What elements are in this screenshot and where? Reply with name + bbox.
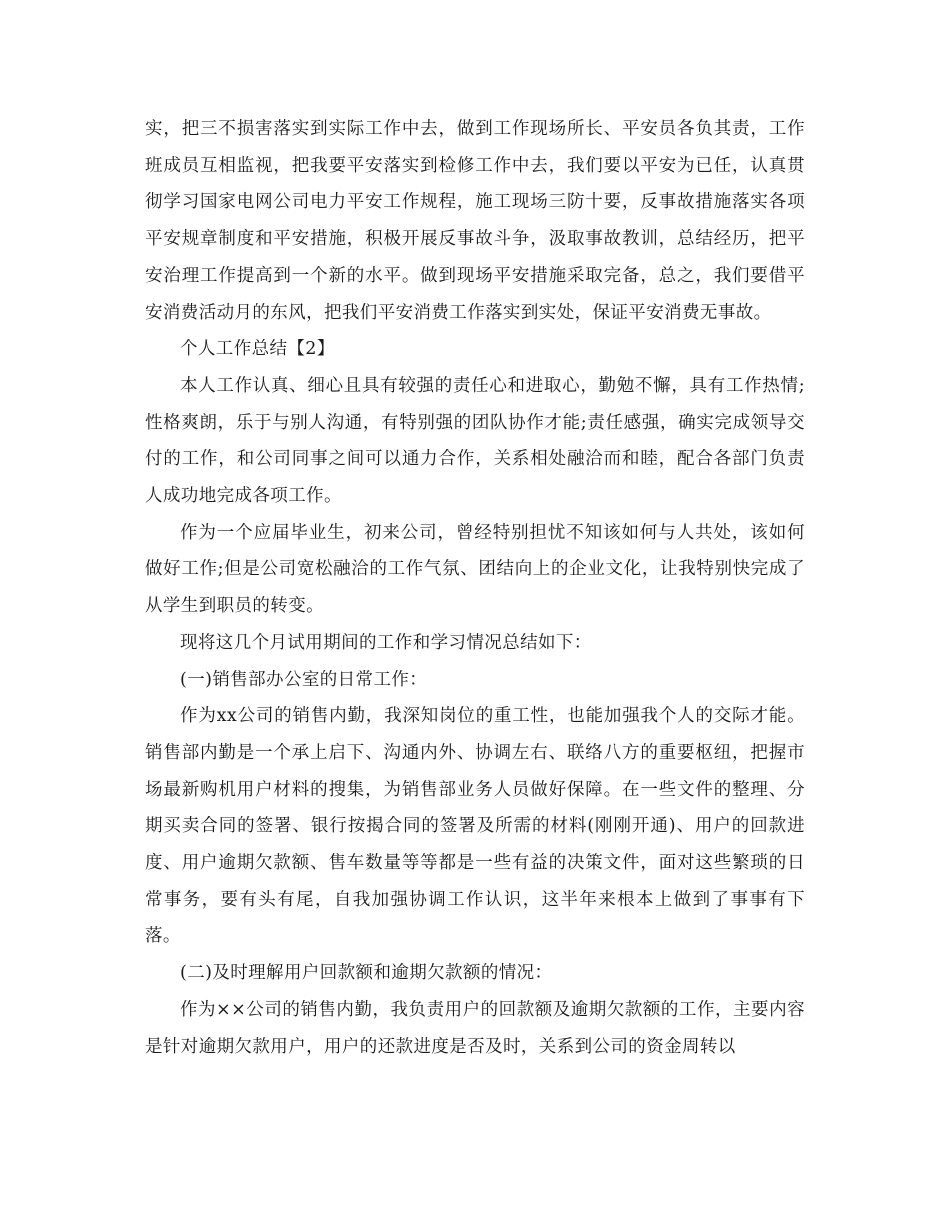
paragraph-1: 实，把三不损害落实到实际工作中去，做到工作现场所长、平安员各负其责，工作班成员互相监视，把我要平安落实到检修工作中去，我们要以平安为已任，认真贯彻学习国家电网公司电力平安工作规程，施工现场三防十要，反事故措施落实各项平安规章制度和平安措施，积极开展反事故斗争，汲取事故教训，总结经历，把平安治理工作提高到一个新的水平。做到现场平安措施采取完备，总之，我们要借平安消费活动月的东风，把我们平安消费工作落实到实处，保证平安消费无事故。 bbox=[145, 119, 805, 323]
paragraph-3: 本人工作认真、细心且具有较强的责任心和进取心，勤勉不懈，具有工作热情;性格爽朗，乐于与别人沟通，有特别强的团队协作才能;责任感强，确实完成领导交付的工作，和公司同事之间可以通力合作，关系相处融洽而和睦，配合各部门负责人成功地完成各项工作。 bbox=[145, 375, 805, 507]
paragraph-4: 作为一个应届毕业生，初来公司，曾经特别担忧不知该如何与人共处，该如何做好工作;但是公司宽松融洽的工作气氛、团结向上的企业文化，让我特别快完成了从学生到职员的转变。 bbox=[145, 522, 805, 617]
document-page bbox=[145, 111, 805, 1065]
subheading-1: (一)销售部办公室的日常工作： bbox=[180, 669, 428, 690]
subheading-2: (二)及时理解用户回款额和逾期欠款额的情况： bbox=[180, 963, 553, 984]
paragraph-9: 作为××公司的销售内勤，我负责用户的回款额及逾期欠款额的工作，主要内容是针对逾期欠款用户，用户的还款进度是否及时，关系到公司的资金周转以 bbox=[145, 999, 805, 1057]
paragraph-7: 作为xx公司的销售内勤，我深知岗位的重工性，也能加强我个人的交际才能。销售部内勤是一个承上启下、沟通内外、协调左右、联络八方的重要枢纽，把握市场最新购机用户材料的搜集，为销售部业务人员做好保障。在一些文件的整理、分期买卖合同的签署、银行按揭合同的签署及所需的材料(刚刚开通)、用户的回款进度、用户逾期欠款额、售车数量等等都是一些有益的决策文件，面对这些繁琐的日常事务，要有头有尾，自我加强协调工作认识，这半年来根本上做到了事事有下落。 bbox=[145, 706, 805, 947]
section-heading: 个人工作总结【2】 bbox=[180, 339, 335, 360]
paragraph-5: 现将这几个月试用期间的工作和学习情况总结如下： bbox=[180, 632, 592, 653]
